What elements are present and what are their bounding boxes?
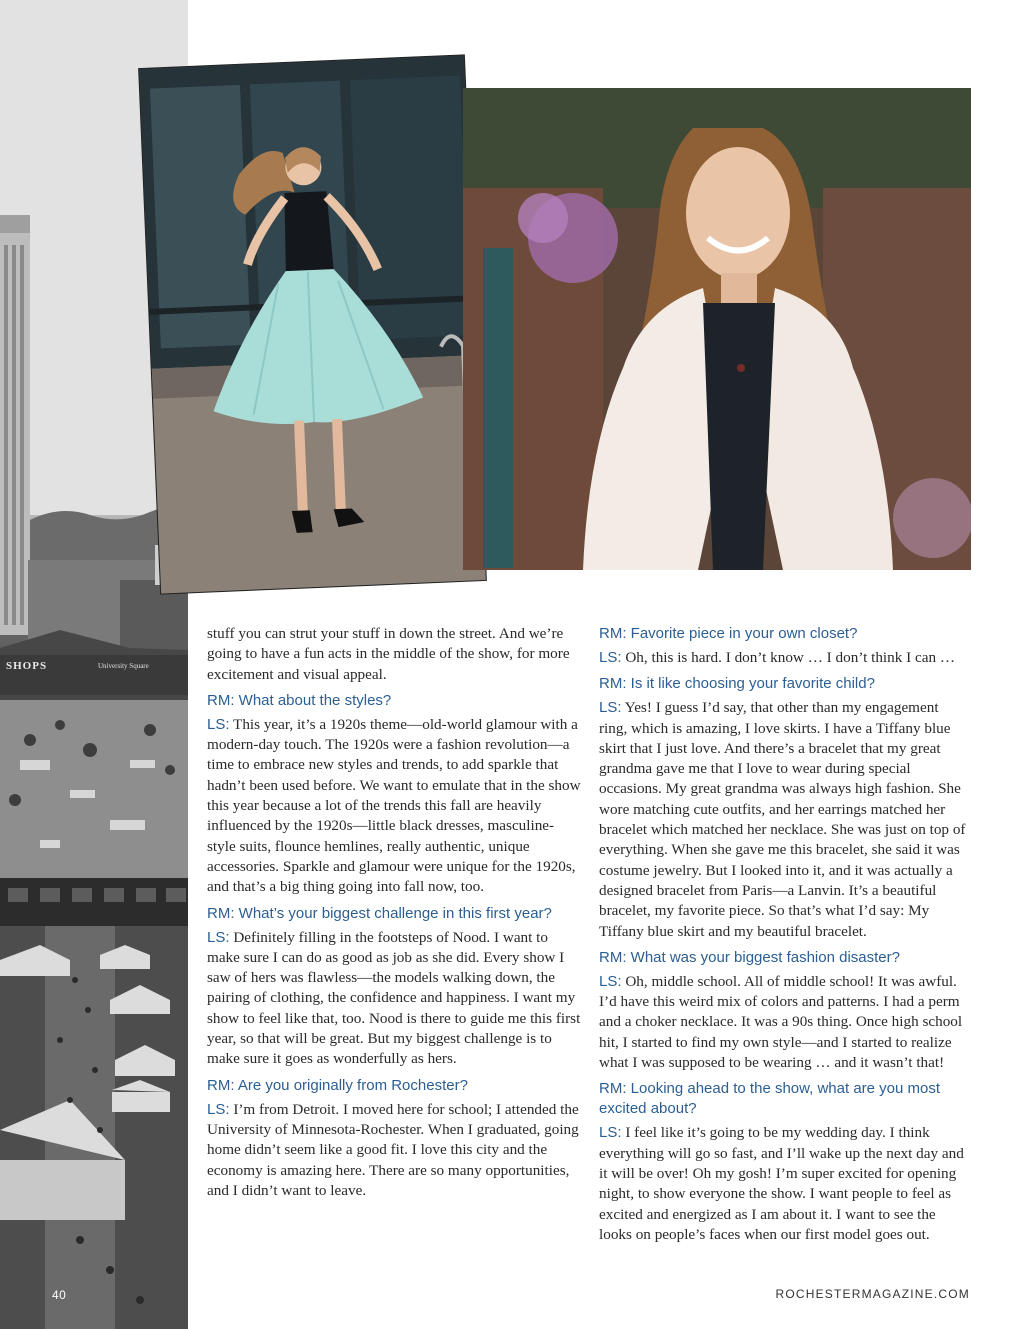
answer-styles [207,715,581,898]
portrait-illustration [463,88,971,570]
answer-text: I feel like it’s going to be my wedding day. I think everything will go so fast, and I’ll wake up the next day and it will be over! Oh my gosh! I’m super excited for opening night, to show everyone the show. I want people to feel as excited and energized as I am about it. I want to see the looks on people’s faces when our first model goes out. [599,1124,964,1243]
intro-paragraph: stuff you can strut your stuff in down the street. And we’re going to have a fun acts in the middle of the show, for more excitement and visual appeal. [207,625,570,683]
question-fashion-disaster: RM: What was your biggest fashion disaster? [599,948,900,966]
answer-text: This year, it’s a 1920s theme—old-world glamour with a modern-day touch. The 1920s were a fashion revolution—a time to embrace new styles and trends, to add sparkle that hadn’t been used before. We want to emulate that in the show this year because a lot of the trends this fall are heavily influenced by the 1920s—little black dresses, masculine-style suits, flounce hemlines, really authentic, unique accessories. Sparkle and glamour were unique for the 1920s, and that’s a big thing going into fall now, too. [207,715,581,896]
ls-tag: LS: [207,1100,230,1118]
answer-fashion-disaster [599,972,969,1073]
twirling-skirt-photo [139,55,486,593]
ls-tag: LS: [599,699,622,717]
question-favorite-child: RM: Is it like choosing your favorite child? [599,675,875,693]
answer-biggest-challenge [207,928,581,1070]
ls-tag: LS: [207,928,230,946]
answer-from-rochester [207,1100,581,1201]
university-square-sign: University Square [98,662,149,670]
question-from-rochester: RM: Are you originally from Rochester? [207,1076,468,1094]
website-url: ROCHESTERMAGAZINE.COM [775,1287,970,1301]
question-favorite-piece: RM: Favorite piece in your own closet? [599,625,858,642]
ls-tag: LS: [207,715,230,733]
question-biggest-challenge: RM: What’s your biggest challenge in this first year? [207,904,552,922]
right-text-column [599,624,969,1245]
answer-text: Oh, this is hard. I don’t know … I don’t think I can … [621,649,956,666]
answer-looking-ahead [599,1123,969,1245]
answer-text: Oh, middle school. All of middle school! It was awful. I’d have this weird mix of colors and patterns. I had a perm and a choker necklace. It was a 90s thing. Once high school hit, I started to find my own style—and I started to realize what I was supposed to be wearing … and it wasn’t that! [599,972,963,1072]
answer-text: I’m from Detroit. I moved here for school; I attended the University of Minnesota-Rochester. When I graduated, going home didn’t seem like a good fit. I love this city and the economy is amazing here. There are so many opportunities, and I didn’t want to leave. [207,1100,579,1199]
answer-favorite-piece [599,648,969,668]
shops-sign: SHOPS [6,660,48,672]
answer-text: Yes! I guess I’d say, that other than my engagement ring, which is amazing, I love skirts. I have a Tiffany blue skirt that I just love. And there’s a bracelet that my great grandma gave me that I love to wear during special occasions. My great grandma was always high fashion. She wore matching cute outfits, and her earrings matched her bracelet which matched her necklace. She was just on top of everything. When she gave me this bracelet, she said it was costume jewelry. But I looked into it, and it was actually a designed bracelet from Paris—a Lanvin. It’s a beautiful bracelet, my favorite piece. So that’s what I’d say: My Tiffany blue skirt and my beautiful bracelet. [599,699,966,940]
ls-tag: LS: [599,972,622,990]
question-styles: RM: What about the styles? [207,691,392,709]
left-text-column [207,624,581,1201]
answer-text: Definitely filling in the footsteps of Nood. I want to make sure I can do as good as job as she did. Every show I saw of hers was flawless—the models walking down, the pairing of clothing, the confidence and happiness. I want my show to feel like that, too. Nood is there to guide me this first year, so that will be great. But my biggest challenge is to make sure it goes as wonderfully as hers. [207,928,581,1068]
twirling-skirt-illustration [139,55,486,593]
ls-tag: LS: [599,649,622,666]
portrait-photo [463,88,971,570]
ls-tag: LS: [599,1124,622,1142]
page-number: 40 [52,1288,67,1302]
answer-favorite-child [599,698,969,942]
question-looking-ahead: RM: Looking ahead to the show, what are you most excited about? [599,1080,941,1118]
